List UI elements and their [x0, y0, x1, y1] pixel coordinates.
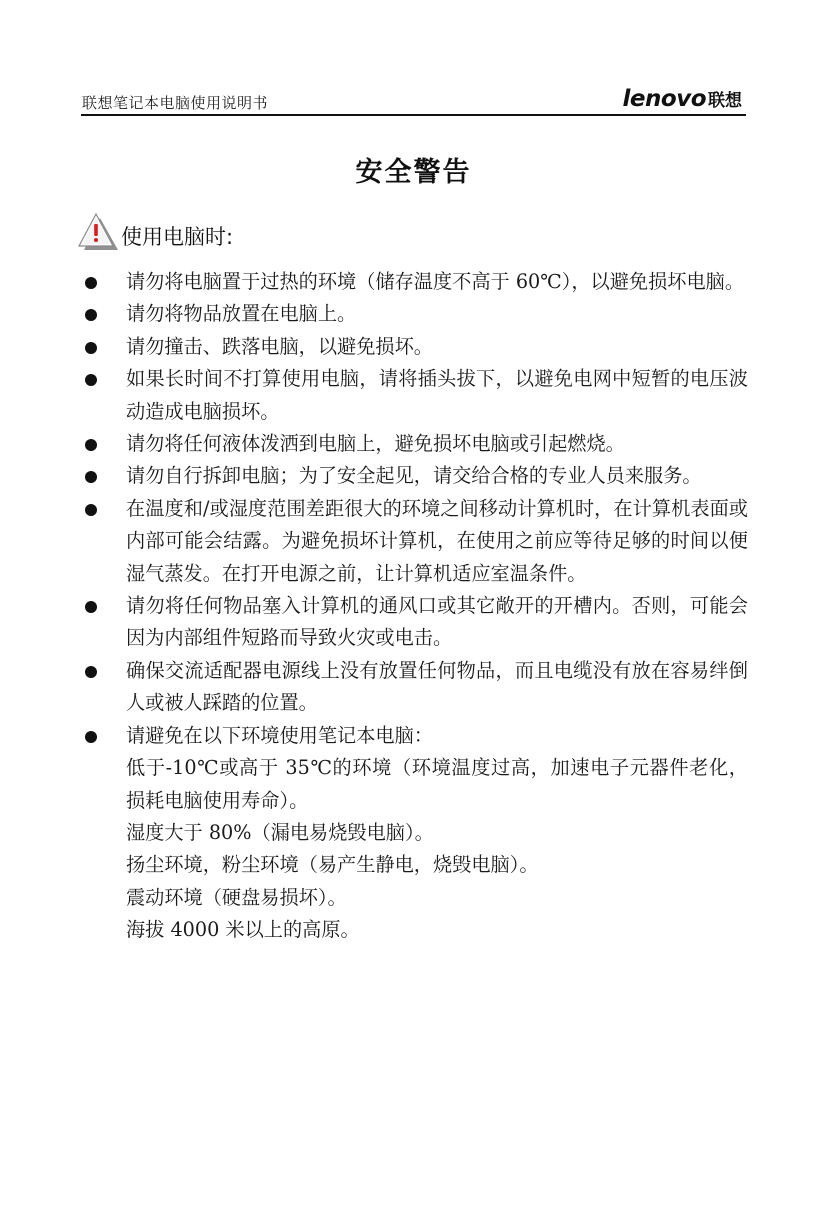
list-item	[82, 655, 748, 720]
safety-warning-list	[82, 266, 748, 947]
bullet-icon	[85, 439, 97, 451]
list-item	[82, 298, 748, 330]
list-item	[82, 493, 748, 590]
section-heading	[76, 212, 233, 252]
bullet-icon	[85, 374, 97, 386]
bullet-icon	[85, 731, 97, 743]
list-item-text: 确保交流适配器电源线上没有放置任何物品，而且电缆没有放在容易绊倒人或被人踩踏的位置。	[126, 658, 748, 715]
list-item	[82, 460, 748, 492]
environment-condition: 扬尘环境，粉尘环境（易产生静电，烧毁电脑）。	[126, 853, 539, 877]
list-item-text: 如果长时间不打算使用电脑，请将插头拔下，以避免电网中短暂的电压波动造成电脑损坏。	[126, 367, 748, 423]
list-item	[82, 720, 748, 947]
list-item	[82, 428, 748, 460]
bullet-icon	[85, 471, 97, 483]
list-item	[82, 266, 748, 298]
list-item	[82, 590, 748, 655]
section-heading-text: 使用电脑时:	[121, 225, 234, 249]
page-title: 安全警告	[355, 157, 472, 188]
bullet-icon	[85, 277, 97, 289]
bullet-icon	[85, 601, 97, 613]
list-item-text: 请勿将任何物品塞入计算机的通风口或其它敞开的开槽内。否则，可能会因为内部组件短路而导致火灾或电击。	[126, 594, 748, 650]
bullet-icon	[85, 666, 97, 678]
list-item	[82, 363, 748, 428]
environment-condition: 湿度大于 80%（漏电易烧毁电脑）。	[126, 820, 434, 844]
list-item-text: 请勿将物品放置在电脑上。	[126, 302, 357, 326]
list-item-text: 请勿将任何液体泼洒到电脑上，避免损坏电脑或引起燃烧。	[126, 432, 625, 456]
list-item-text: 请勿撞击、跌落电脑，以避免损坏。	[126, 334, 433, 358]
list-item-text: 请勿自行拆卸电脑；为了安全起见，请交给合格的专业人员来服务。	[126, 464, 702, 488]
lenovo-logo	[623, 86, 742, 112]
bullet-icon	[85, 504, 97, 516]
environment-condition: 震动环境（硬盘易损坏）。	[126, 885, 347, 909]
manual-title: 联想笔记本电脑使用说明书	[82, 94, 269, 112]
logo-wordmark: lenovo	[622, 86, 706, 112]
environment-condition: 低于-10℃或高于 35℃的环境（环境温度过高，加速电子元器件老化，损耗电脑使用寿命）。	[126, 756, 748, 812]
list-item-text: 请避免在以下环境使用笔记本电脑：	[126, 723, 433, 747]
bullet-icon	[85, 342, 97, 354]
warning-triangle-icon	[76, 212, 120, 252]
list-item-text: 在温度和/或湿度范围差距很大的环境之间移动计算机时，在计算机表面或内部可能会结露。为避免损坏计算机，在使用之前应等待足够的时间以便湿气蒸发。在打开电源之前，让计算机适应室温条件。	[126, 496, 748, 585]
bullet-icon	[85, 309, 97, 321]
environment-condition: 海拔 4000 米以上的高原。	[126, 918, 360, 942]
page-header	[81, 86, 746, 116]
list-item-text: 请勿将电脑置于过热的环境（储存温度不高于 60℃），以避免损坏电脑。	[126, 270, 745, 293]
logo-chinese: 联想	[708, 91, 742, 111]
list-item	[82, 331, 748, 363]
